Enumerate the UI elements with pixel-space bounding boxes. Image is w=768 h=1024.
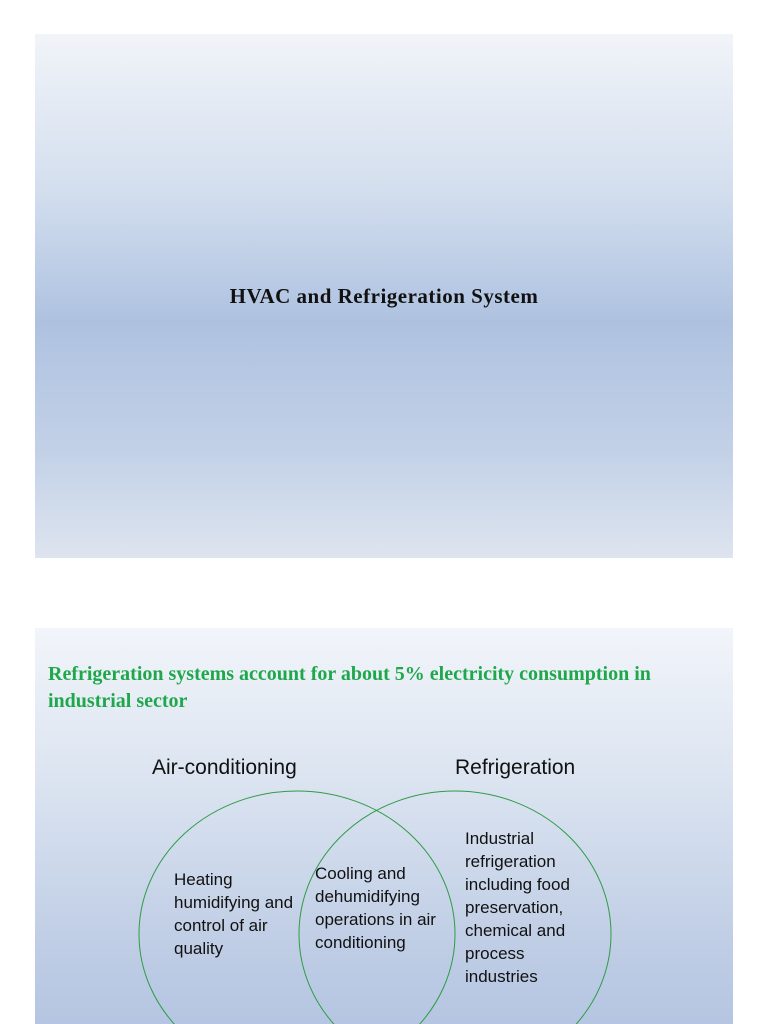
refrigeration-description: Industrial refrigeration including food preservation, chemical and process industries: [465, 829, 570, 986]
venn-diagram: [35, 628, 733, 1024]
air-conditioning-description: Heating humidifying and control of air quality: [174, 870, 294, 958]
title-slide: [35, 34, 733, 558]
slide-title: HVAC and Refrigeration System: [229, 284, 539, 308]
refrigeration-label: Refrigeration: [455, 756, 576, 779]
slide-headline: Refrigeration systems account for about 5% electricity consumption in industrial sector: [48, 663, 651, 712]
venn-slide: [35, 628, 733, 1024]
air-conditioning-label: Air-conditioning: [152, 756, 297, 779]
overlap-description: Cooling and dehumidifying operations in air conditioning: [315, 864, 436, 952]
